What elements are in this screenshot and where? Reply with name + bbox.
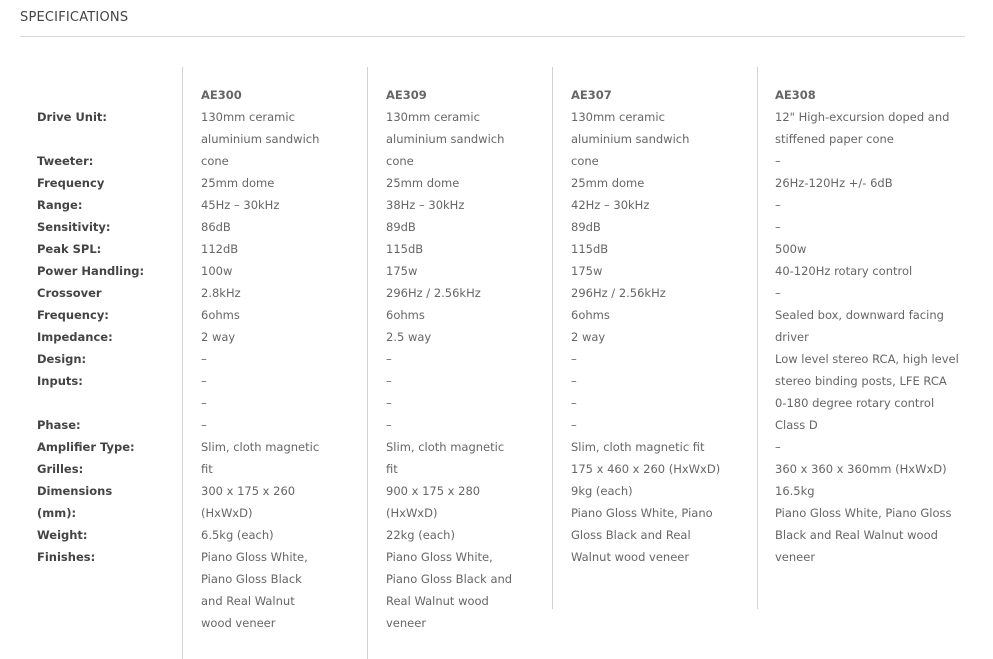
spec-value-line: Low level stereo RCA, high level bbox=[775, 352, 959, 366]
model-spec-lines bbox=[775, 106, 973, 568]
spec-value-line: 115dB bbox=[386, 242, 424, 256]
spec-value-line: 130mm ceramic bbox=[386, 110, 480, 124]
spec-value-line: veneer bbox=[775, 550, 816, 564]
spec-value-line: 130mm ceramic bbox=[571, 110, 665, 124]
spec-value-line: Slim, cloth magnetic bbox=[386, 440, 505, 454]
spec-value-line: (HxWxD) bbox=[386, 506, 438, 520]
spec-label: Range: bbox=[37, 198, 83, 212]
model-column-ae308 bbox=[757, 67, 973, 609]
spec-value-line: 26Hz-120Hz +/- 6dB bbox=[775, 176, 893, 190]
model-spec-lines bbox=[201, 106, 363, 634]
spec-value-line: 2.5 way bbox=[386, 330, 432, 344]
spec-label: Tweeter: bbox=[37, 154, 94, 168]
spec-value-line: 6ohms bbox=[201, 308, 240, 322]
spec-value-line: 16.5kg bbox=[775, 484, 815, 498]
spec-value-line: Slim, cloth magnetic bbox=[201, 440, 320, 454]
spec-label: Sensitivity: bbox=[37, 220, 111, 234]
spec-value-line: 296Hz / 2.56kHz bbox=[571, 286, 666, 300]
spec-label: Frequency bbox=[37, 176, 105, 190]
spec-labels-list bbox=[37, 84, 177, 568]
spec-label: Inputs: bbox=[37, 374, 83, 388]
spec-value-line: – bbox=[775, 198, 781, 212]
spec-value-line: – bbox=[386, 352, 392, 366]
model-name: AE309 bbox=[386, 88, 427, 102]
spec-value-line: – bbox=[386, 374, 392, 388]
spec-label: (mm): bbox=[37, 506, 77, 520]
spec-value-line: 40-120Hz rotary control bbox=[775, 264, 913, 278]
spec-value-line: – bbox=[201, 352, 207, 366]
model-column-ae300 bbox=[182, 67, 363, 659]
spec-value-line: driver bbox=[775, 330, 809, 344]
spec-value-line: 89dB bbox=[386, 220, 416, 234]
spec-label: Crossover bbox=[37, 286, 102, 300]
model-name: AE300 bbox=[201, 88, 242, 102]
spec-value-line: 2 way bbox=[201, 330, 236, 344]
spec-label: Weight: bbox=[37, 528, 88, 542]
spec-value-line: Slim, cloth magnetic fit bbox=[571, 440, 705, 454]
spec-label: Dimensions bbox=[37, 484, 113, 498]
model-column-ae309 bbox=[367, 67, 548, 659]
spec-value-line: – bbox=[386, 396, 392, 410]
spec-value-line: (HxWxD) bbox=[201, 506, 253, 520]
spec-value-line: 25mm dome bbox=[386, 176, 460, 190]
spec-value-line: Piano Gloss White, Piano bbox=[571, 506, 713, 520]
spec-value-line: Class D bbox=[775, 418, 818, 432]
spec-value-line: Walnut wood veneer bbox=[571, 550, 690, 564]
spec-value-line: – bbox=[201, 374, 207, 388]
spec-value-line: 9kg (each) bbox=[571, 484, 633, 498]
spec-label: Drive Unit: bbox=[37, 110, 108, 124]
spec-value-line: – bbox=[775, 440, 781, 454]
spec-label: Design: bbox=[37, 352, 87, 366]
spec-value-line: 89dB bbox=[571, 220, 601, 234]
spec-value-line: – bbox=[775, 220, 781, 234]
spec-value-line: 100w bbox=[201, 264, 233, 278]
spec-value-line: 900 x 175 x 280 bbox=[386, 484, 481, 498]
spec-value-line: 175w bbox=[571, 264, 603, 278]
spec-label: Impedance: bbox=[37, 330, 113, 344]
spec-value-line: 42Hz – 30kHz bbox=[571, 198, 650, 212]
section-title: SPECIFICATIONS bbox=[20, 10, 129, 25]
spec-value-line: stiffened paper cone bbox=[775, 132, 894, 146]
model-column-ae307 bbox=[552, 67, 753, 609]
spec-value-line: Piano Gloss Black and bbox=[386, 572, 513, 586]
spec-value-line: – bbox=[571, 418, 577, 432]
spec-value-line: cone bbox=[386, 154, 414, 168]
spec-label: Finishes: bbox=[37, 550, 96, 564]
spec-value-line: Piano Gloss White, bbox=[386, 550, 493, 564]
spec-value-line: 300 x 175 x 260 bbox=[201, 484, 296, 498]
spec-value-line: – bbox=[201, 396, 207, 410]
spec-value-line: aluminium sandwich bbox=[386, 132, 505, 146]
spec-value-line: 500w bbox=[775, 242, 807, 256]
spec-label bbox=[37, 128, 177, 150]
spec-label: Phase: bbox=[37, 418, 81, 432]
spec-value-line: – bbox=[386, 418, 392, 432]
spec-value-line: Real Walnut wood bbox=[386, 594, 489, 608]
spec-value-line: 22kg (each) bbox=[386, 528, 455, 542]
spec-value-line: Sealed box, downward facing bbox=[775, 308, 944, 322]
spec-value-line: stereo binding posts, LFE RCA bbox=[775, 374, 947, 388]
spec-value-line: 45Hz – 30kHz bbox=[201, 198, 280, 212]
spec-label: Amplifier Type: bbox=[37, 440, 135, 454]
spec-value-line: – bbox=[775, 286, 781, 300]
spec-label: Frequency: bbox=[37, 308, 109, 322]
spec-value-line: aluminium sandwich bbox=[201, 132, 320, 146]
spec-value-line: – bbox=[571, 374, 577, 388]
spec-value-line: 130mm ceramic bbox=[201, 110, 295, 124]
model-name: AE307 bbox=[571, 88, 612, 102]
spec-value-line: 6.5kg (each) bbox=[201, 528, 274, 542]
spec-value-line: cone bbox=[571, 154, 599, 168]
spec-value-line: – bbox=[775, 154, 781, 168]
spec-value-line: 175 x 460 x 260 (HxWxD) bbox=[571, 462, 721, 476]
spec-value-line: Piano Gloss Black bbox=[201, 572, 302, 586]
spec-value-line: – bbox=[571, 396, 577, 410]
spec-labels-column bbox=[37, 84, 177, 568]
spec-value-line: Gloss Black and Real bbox=[571, 528, 691, 542]
spec-value-line: cone bbox=[201, 154, 229, 168]
title-divider bbox=[20, 36, 965, 37]
spec-value-line: Piano Gloss White, bbox=[201, 550, 308, 564]
spec-value-line: 25mm dome bbox=[201, 176, 275, 190]
spec-value-line: – bbox=[201, 418, 207, 432]
spec-value-line: 115dB bbox=[571, 242, 609, 256]
spec-value-line: fit bbox=[201, 462, 213, 476]
spec-value-line: 2.8kHz bbox=[201, 286, 241, 300]
spec-value-line: 6ohms bbox=[386, 308, 425, 322]
spec-value-line: Black and Real Walnut wood bbox=[775, 528, 938, 542]
spec-value-line: veneer bbox=[386, 616, 427, 630]
spec-value-line: fit bbox=[386, 462, 398, 476]
spec-label bbox=[37, 392, 177, 414]
spec-value-line: 296Hz / 2.56kHz bbox=[386, 286, 481, 300]
spec-value-line: Piano Gloss White, Piano Gloss bbox=[775, 506, 952, 520]
spec-value-line: wood veneer bbox=[201, 616, 276, 630]
spec-value-line: 0-180 degree rotary control bbox=[775, 396, 935, 410]
spec-value-line: 86dB bbox=[201, 220, 231, 234]
model-name: AE308 bbox=[775, 88, 816, 102]
spec-label: Grilles: bbox=[37, 462, 84, 476]
model-spec-lines bbox=[386, 106, 548, 634]
spec-value-line: 12" High-excursion doped and bbox=[775, 110, 950, 124]
spec-value-line: 2 way bbox=[571, 330, 606, 344]
spec-value-line: and Real Walnut bbox=[201, 594, 295, 608]
spec-value-line: 6ohms bbox=[571, 308, 610, 322]
spec-value-line: – bbox=[571, 352, 577, 366]
spec-label: Power Handling: bbox=[37, 264, 145, 278]
spec-value-line: 38Hz – 30kHz bbox=[386, 198, 465, 212]
spec-value-line: aluminium sandwich bbox=[571, 132, 690, 146]
spec-value-line: 360 x 360 x 360mm (HxWxD) bbox=[775, 462, 947, 476]
spec-label: Peak SPL: bbox=[37, 242, 102, 256]
spec-value-line: 175w bbox=[386, 264, 418, 278]
spec-value-line: 112dB bbox=[201, 242, 239, 256]
spec-value-line: 25mm dome bbox=[571, 176, 645, 190]
spec-label bbox=[37, 84, 177, 106]
model-spec-lines bbox=[571, 106, 753, 568]
